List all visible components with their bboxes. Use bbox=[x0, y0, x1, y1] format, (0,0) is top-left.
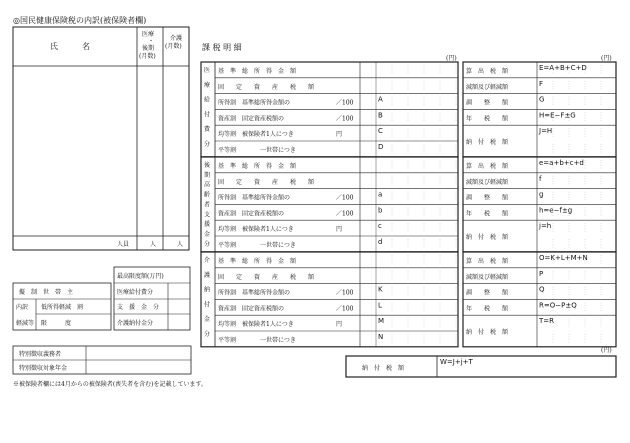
section-side-char: 付 bbox=[204, 111, 211, 119]
iryo-people-unit: 人 bbox=[150, 241, 157, 248]
section-side-char: 分 bbox=[204, 141, 211, 148]
section-side-char: 医 bbox=[204, 67, 211, 74]
row-label: 資産割 固定資産税額の bbox=[218, 305, 285, 313]
row-ref: M bbox=[378, 317, 385, 326]
row-rate: ／100 bbox=[336, 115, 354, 123]
section-side-char: 費 bbox=[204, 126, 211, 134]
tax-detail-heading: 課 税 明 細 bbox=[202, 43, 242, 52]
result-label: 算 出 税 額 bbox=[466, 68, 509, 75]
result-label: 年 税 額 bbox=[466, 305, 509, 313]
row-label: 均等割 被保険者1人につき bbox=[218, 321, 294, 329]
result-label: 減額及び軽減額 bbox=[466, 178, 509, 186]
row-label: 資産割 固定資産税額の bbox=[218, 115, 285, 123]
row-label: 平等割 一世帯につき bbox=[218, 337, 296, 344]
yen-unit-left: (円) bbox=[446, 55, 457, 62]
result-label: 調 整 額 bbox=[466, 289, 509, 297]
result-label: 算 出 税 額 bbox=[466, 163, 509, 170]
tax-section-2 bbox=[201, 157, 616, 252]
yen-unit-right: (円) bbox=[601, 55, 612, 62]
special-collection-row-2: 特別徴収対象年金 bbox=[19, 365, 68, 372]
kaigo-people-unit: 人 bbox=[177, 241, 184, 248]
result-formula: Q bbox=[539, 285, 545, 294]
row-rate: ／100 bbox=[336, 305, 354, 313]
total-payment-label: 納 付 税 額 bbox=[362, 365, 405, 372]
result-formula: O=K+L+M+N bbox=[539, 254, 588, 262]
row-rate: 円 bbox=[336, 321, 343, 329]
result-label: 算 出 税 額 bbox=[466, 258, 509, 265]
result-label: 年 税 額 bbox=[466, 115, 509, 123]
row-label: 所得割 基準総所得金額の bbox=[218, 289, 291, 297]
section-side-char: 給 bbox=[204, 96, 211, 104]
result-formula: h=e−f±g bbox=[539, 206, 573, 215]
insured-header bbox=[50, 30, 182, 60]
footnote: ※被保険者欄には4月からの被保険者(喪失者を含む)を記載しています。 bbox=[13, 381, 208, 388]
row-label: 資産割 固定資産税額の bbox=[218, 210, 285, 218]
section-side-char: 分 bbox=[204, 331, 211, 338]
limit-header: 最高限度額(万円) bbox=[117, 273, 164, 280]
limit-row-3: 介護納付金分 bbox=[117, 320, 154, 327]
total-yen-unit: (円) bbox=[601, 347, 612, 354]
row-rate: ／100 bbox=[336, 99, 354, 107]
result-formula: g bbox=[539, 190, 544, 199]
row-label: 平等割 一世帯につき bbox=[218, 147, 296, 154]
section-side-char: 金 bbox=[204, 231, 211, 239]
row-ref: c bbox=[378, 222, 382, 231]
result-formula: G bbox=[539, 95, 545, 104]
section-side-char: 介 bbox=[204, 257, 211, 264]
result-label: 納 付 税 額 bbox=[466, 234, 509, 241]
section-side-char: 付 bbox=[204, 301, 211, 309]
row-ref: L bbox=[378, 301, 382, 310]
name-column-header: 氏 名 bbox=[50, 42, 90, 51]
row-label: 基 準 総 所 得 金 額 bbox=[218, 258, 297, 265]
section-side-char: 分 bbox=[204, 240, 211, 248]
section-side-char: 金 bbox=[204, 316, 211, 324]
document-title: ◎国民健康保険税の内訳(被保険者欄) bbox=[13, 16, 147, 25]
row-label: 固 定 資 産 税 額 bbox=[218, 83, 315, 91]
row-rate: 円 bbox=[336, 226, 343, 234]
section-side-char: 齢 bbox=[204, 191, 211, 199]
section-side-char: 支 bbox=[204, 211, 211, 219]
reduction-row-2: 低所得軽減 割 bbox=[41, 304, 84, 311]
iryo-header-line1: 医療 bbox=[142, 31, 155, 38]
row-rate: ／100 bbox=[336, 210, 354, 218]
result-formula: e=a+b+c+d bbox=[539, 159, 584, 167]
section-side-char: 護 bbox=[204, 271, 211, 279]
row-label: 均等割 被保険者1人につき bbox=[218, 226, 294, 234]
result-formula: J=H bbox=[539, 127, 553, 136]
iryo-header-line3: 後期 bbox=[142, 45, 155, 52]
special-collection-row-1: 特別徴収義務者 bbox=[19, 351, 62, 358]
row-ref: C bbox=[378, 127, 383, 136]
section-side-char: 療 bbox=[204, 81, 211, 89]
row-ref: N bbox=[378, 333, 384, 341]
limit-row-2: 支 援 金 分 bbox=[117, 304, 160, 311]
insured-persons-table bbox=[13, 27, 189, 250]
result-formula: P bbox=[539, 269, 544, 278]
result-label: 調 整 額 bbox=[466, 194, 509, 202]
row-label: 均等割 被保険者1人につき bbox=[218, 131, 294, 139]
result-formula: H=E−F±G bbox=[539, 111, 576, 120]
row-label: 所得割 基準総所得金額の bbox=[218, 194, 291, 202]
result-formula: f bbox=[539, 174, 542, 183]
row-label: 基 準 総 所 得 金 額 bbox=[218, 68, 297, 75]
section-side-char: 期 bbox=[204, 171, 211, 179]
reduction-row-3: 限 度 bbox=[41, 320, 72, 327]
row-label: 所得割 基準総所得金額の bbox=[218, 99, 291, 107]
iryo-header-line2: ・ bbox=[148, 38, 155, 45]
kaigo-header-line2: (月数) bbox=[165, 43, 182, 50]
total-payment-formula: W=J+j+T bbox=[440, 358, 473, 366]
row-rate: 円 bbox=[336, 131, 343, 139]
result-label: 納 付 税 額 bbox=[466, 329, 509, 336]
kaigo-header-line1: 介護 bbox=[170, 35, 183, 42]
result-formula: R=O−P±Q bbox=[539, 301, 577, 310]
row-rate: ／100 bbox=[336, 194, 354, 202]
section-side-char: 納 bbox=[204, 286, 211, 294]
section-side-char: 者 bbox=[204, 201, 211, 209]
result-formula: E=A+B+C+D bbox=[539, 64, 587, 72]
tax-section-1 bbox=[201, 62, 616, 157]
iryo-header-line4: (月数) bbox=[139, 53, 156, 60]
result-formula: j=h bbox=[539, 222, 552, 231]
people-count-label: 人員 bbox=[117, 241, 130, 248]
limit-row-1: 医療給付費分 bbox=[117, 289, 154, 296]
reduction-side-label: 内訳 bbox=[16, 304, 29, 311]
row-label: 固 定 資 産 税 額 bbox=[218, 273, 315, 281]
section-side-char: 高 bbox=[204, 181, 211, 189]
result-formula: T=R bbox=[539, 317, 555, 326]
row-label: 固 定 資 産 税 額 bbox=[218, 178, 315, 186]
section-side-char: 援 bbox=[204, 221, 211, 229]
tax-detail-sections bbox=[201, 62, 616, 347]
result-label: 減額及び軽減額 bbox=[466, 273, 509, 281]
row-label: 平等割 一世帯につき bbox=[218, 242, 296, 249]
result-label: 年 税 額 bbox=[466, 210, 509, 218]
row-ref: K bbox=[378, 285, 383, 294]
result-label: 納 付 税 額 bbox=[466, 139, 509, 146]
row-ref: a bbox=[378, 190, 383, 199]
row-ref: B bbox=[378, 111, 383, 120]
result-label: 減額及び軽減額 bbox=[466, 83, 509, 91]
reduction-side-label2: 軽減等 bbox=[16, 320, 35, 327]
row-ref: D bbox=[378, 143, 384, 151]
row-ref: b bbox=[378, 206, 383, 215]
reduction-row-1: 擬 制 世 帯 主 bbox=[19, 289, 74, 296]
row-ref: d bbox=[378, 238, 383, 246]
row-label: 基 準 総 所 得 金 額 bbox=[218, 163, 297, 170]
row-ref: A bbox=[378, 95, 383, 104]
row-rate: ／100 bbox=[336, 289, 354, 297]
result-formula: F bbox=[539, 79, 544, 88]
tax-section-3 bbox=[201, 252, 616, 347]
section-side-char: 後 bbox=[204, 162, 211, 169]
result-label: 調 整 額 bbox=[466, 99, 509, 107]
